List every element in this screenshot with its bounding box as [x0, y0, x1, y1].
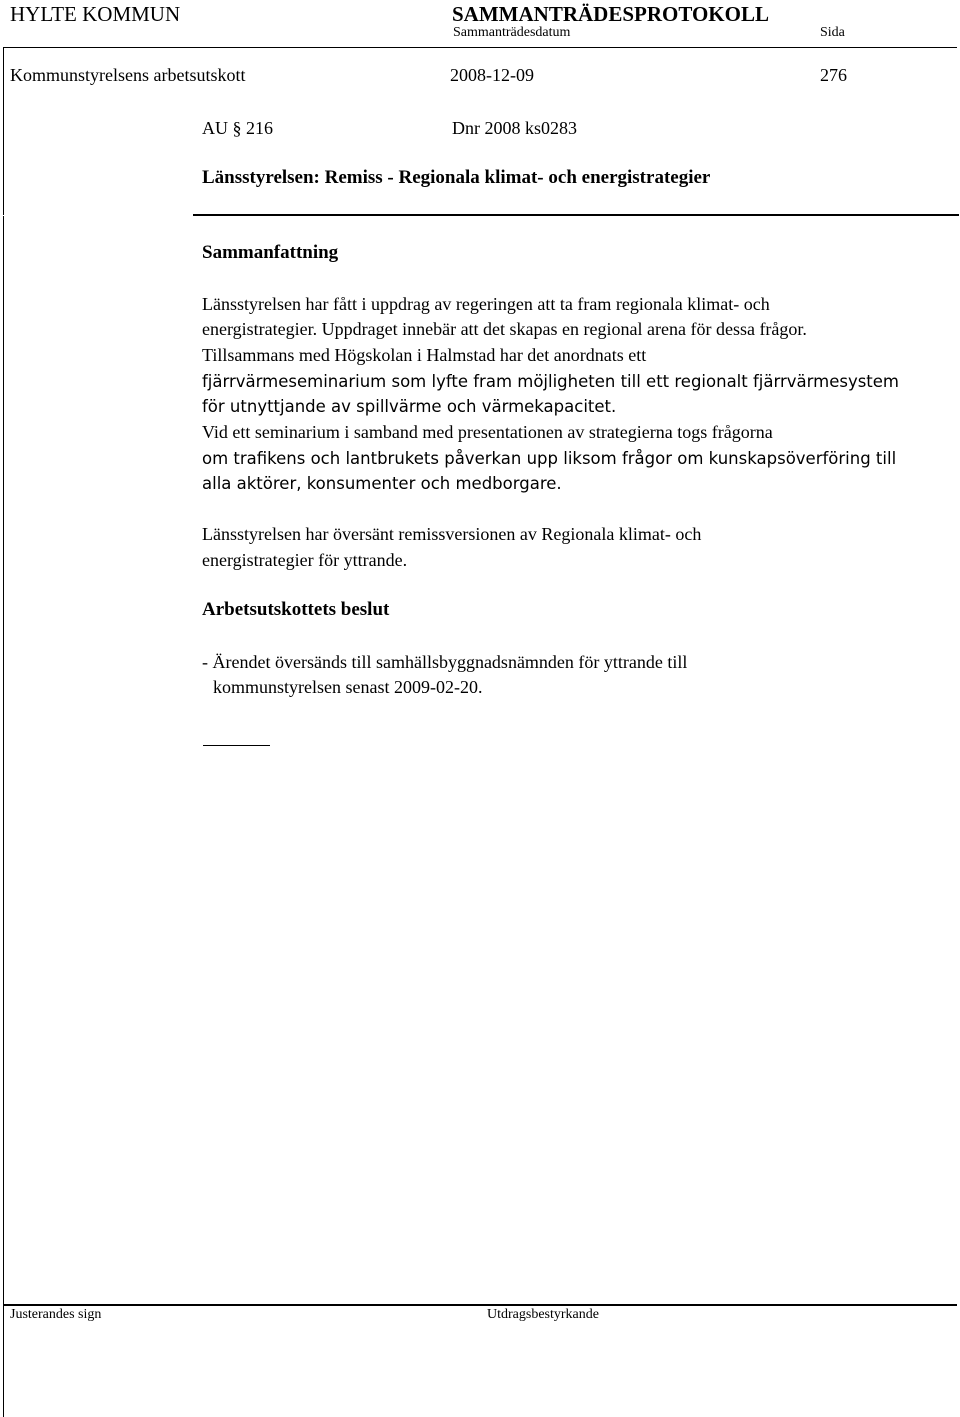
summary-line: energistrategier. Uppdraget innebär att det skapas en regional arena för dessa frågor. [202, 319, 807, 339]
summary-line: Tillsammans med Högskolan i Halmstad har det anordnats ett [202, 345, 647, 365]
summary-line: om trafikens och lantbrukets påverkan upp liksom frågor om kunskapsöverföring till [202, 449, 897, 468]
meeting-date: 2008-12-09 [450, 65, 534, 85]
document-type: SAMMANTRÄDESPROTOKOLL [452, 2, 769, 26]
summary-line: Länsstyrelsen har översänt remissversionen av Regionala klimat- och [202, 524, 702, 544]
meeting-date-label: Sammanträdesdatum [453, 25, 571, 40]
decision-line: - Ärendet översänds till samhällsbyggnadsnämnden för yttrande till [202, 652, 688, 672]
left-border-top [3, 47, 4, 215]
decision-heading: Arbetsutskottets beslut [202, 599, 390, 620]
case-title: Länsstyrelsen: Remiss - Regionala klimat- och energistrategier [202, 167, 711, 188]
committee-name: Kommunstyrelsens arbetsutskott [10, 65, 246, 85]
title-divider [193, 214, 959, 216]
footer-divider [3, 1304, 957, 1306]
summary-line: alla aktörer, konsumenter och medborgare. [202, 474, 562, 493]
summary-line: fjärrvärmeseminarium som lyfte fram möjligheten till ett regionalt fjärrvärmesystem [202, 372, 900, 391]
left-border-footer [3, 1304, 4, 1417]
paragraph-reference: AU § 216 [202, 118, 273, 138]
page-number: 276 [820, 65, 847, 85]
decision-line: kommunstyrelsen senast 2009-02-20. [213, 677, 483, 697]
left-border-main [3, 216, 4, 1304]
summary-line: Länsstyrelsen har fått i uppdrag av regeringen att ta fram regionala klimat- och [202, 294, 770, 314]
diary-number: Dnr 2008 ks0283 [452, 118, 577, 138]
signature-label: Justerandes sign [10, 1307, 102, 1322]
header-divider [3, 47, 957, 48]
end-rule [203, 745, 270, 746]
summary-heading: Sammanfattning [202, 242, 339, 263]
summary-line: energistrategier för yttrande. [202, 550, 408, 570]
certified-label: Utdragsbestyrkande [487, 1307, 599, 1322]
summary-line: för utnyttjande av spillvärme och värmekapacitet. [202, 397, 617, 416]
summary-line: Vid ett seminarium i samband med presentationen av strategierna togs frågorna [202, 422, 773, 442]
page-label: Sida [820, 25, 845, 40]
municipality-name: HYLTE KOMMUN [10, 2, 181, 26]
